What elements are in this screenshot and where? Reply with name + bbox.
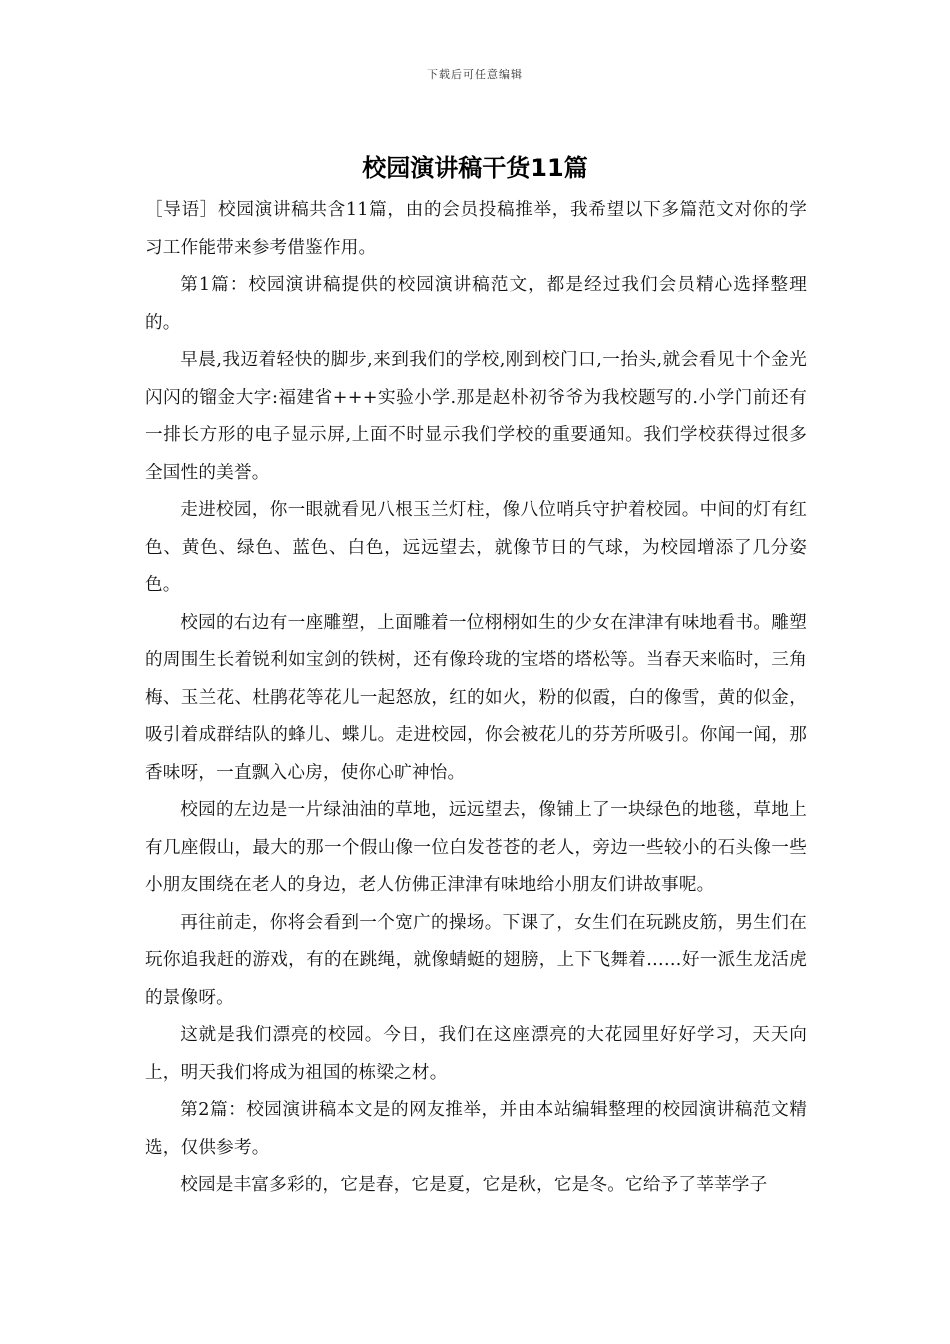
paragraph: 校园的左边是一片绿油油的草地，远远望去，像铺上了一块绿色的地毯，草地上有几座假山，最大的那一个假山像一位白发苍苍的老人，旁边一些较小的石头像一些小朋友围绕在老人的身边，老人仿佛正津津有味地给小朋友们讲故事呢。 xyxy=(145,800,807,895)
document-title: 校园演讲稿干货11篇 xyxy=(362,154,588,182)
paragraph: 校园是丰富多彩的，它是春，它是夏，它是秋，它是冬。它给予了莘莘学子 xyxy=(180,1175,768,1195)
paragraph: 早晨,我迈着轻快的脚步,来到我们的学校,刚到校门口,一抬头,就会看见十个金光闪闪的镏金大字:福建省+++实验小学.那是赵朴初爷爷为我校题写的.小学门前还有一排长方形的电子显示屏,上面不时显示我们学校的重要通知。我们学校获得过很多全国性的美誉。 xyxy=(145,350,807,483)
paragraph: 这就是我们漂亮的校园。今日，我们在这座漂亮的大花园里好好学习，天天向上，明天我们将成为祖国的栋梁之材。 xyxy=(145,1025,807,1083)
header-note: 下载后可任意编辑 xyxy=(427,68,523,81)
paragraph: 校园的右边有一座雕塑，上面雕着一位栩栩如生的少女在津津有味地看书。雕塑的周围生长着锐利如宝剑的铁树，还有像玲珑的宝塔的塔松等。当春天来临时，三角梅、玉兰花、杜鹃花等花儿一起怒放，红的如火，粉的似霞，白的像雪，黄的似金，吸引着成群结队的蜂儿、蝶儿。走进校园，你会被花儿的芬芳所吸引。你闻一闻，那香味呀，一直飘入心房，使你心旷神怡。 xyxy=(145,612,807,783)
paragraph: 第1篇：校园演讲稿提供的校园演讲稿范文，都是经过我们会员精心选择整理的。 xyxy=(145,275,807,333)
paragraph-intro: ［导语］校园演讲稿共含11篇，由的会员投稿推举，我希望以下多篇范文对你的学习工作能带来参考借鉴作用。 xyxy=(145,200,807,258)
paragraph: 走进校园，你一眼就看见八根玉兰灯柱，像八位哨兵守护着校园。中间的灯有红色、黄色、绿色、蓝色、白色，远远望去，就像节日的气球，为校园增添了几分姿色。 xyxy=(145,500,807,595)
document-body xyxy=(145,192,807,1205)
paragraph: 第2篇：校园演讲稿本文是的网友推举，并由本站编辑整理的校园演讲稿范文精选，仅供参考。 xyxy=(145,1100,807,1158)
paragraph: 再往前走，你将会看到一个宽广的操场。下课了，女生们在玩跳皮筋，男生们在玩你追我赶的游戏，有的在跳绳，就像蜻蜓的翅膀，上下飞舞着……好一派生龙活虎的景像呀。 xyxy=(145,912,807,1008)
